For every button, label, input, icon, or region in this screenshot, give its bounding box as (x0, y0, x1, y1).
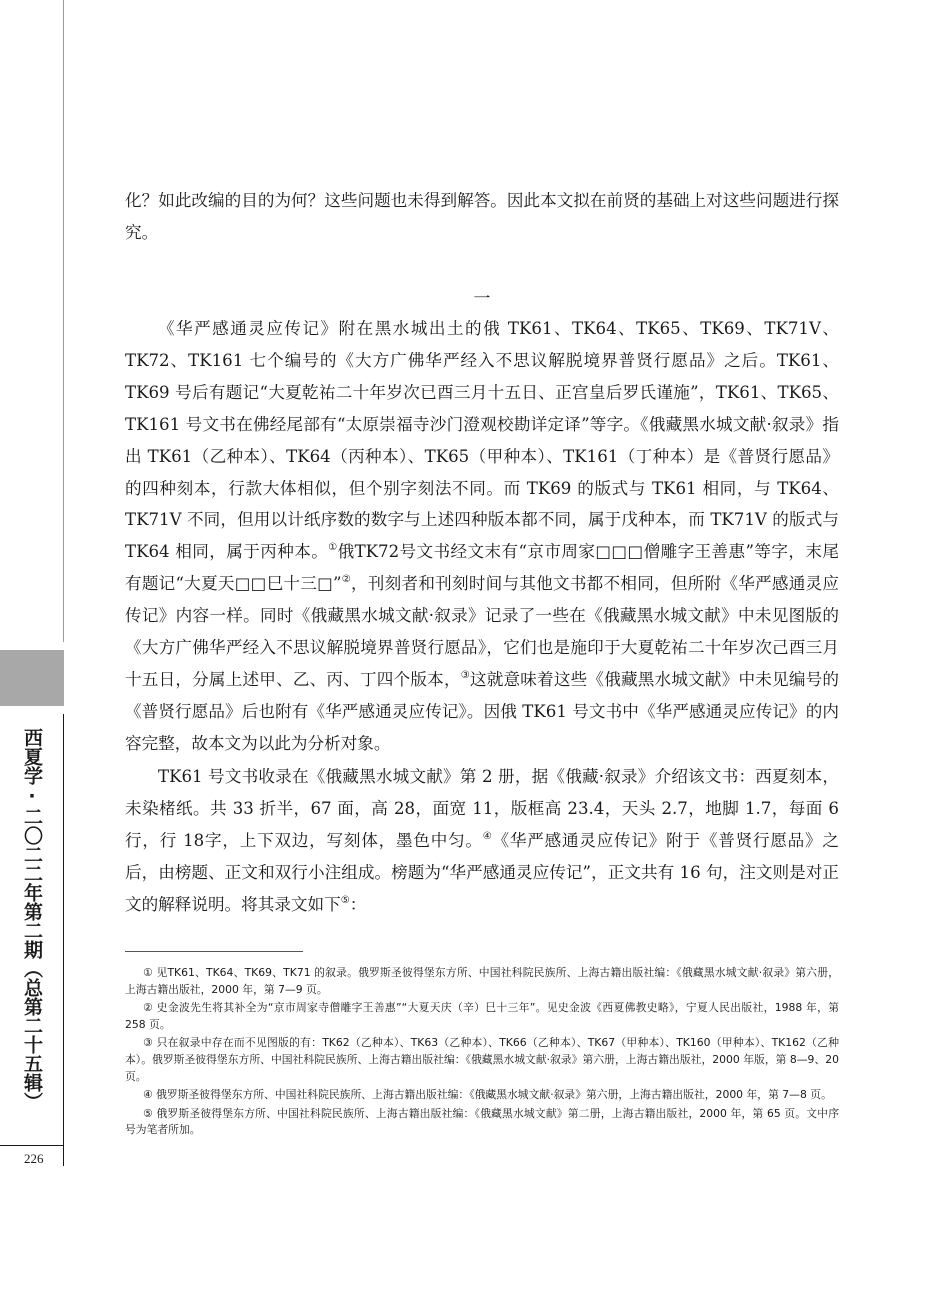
page-number: 226 (24, 1151, 44, 1166)
footnote-2: ② 史金波先生将其补全为“京市周家寺僧雕字王善惠”“大夏天庆（辛）巳十三年”。见史金波《西夏佛教史略》，宁夏人民出版社，1988 年，第 258 页。 (125, 1001, 839, 1031)
footnote-ref-5[interactable]: ⑤ (340, 894, 350, 906)
footnote-ref-1[interactable]: ① (328, 542, 338, 554)
journal-title: 西夏学·二〇二二年第二期（总第二十五辑） (21, 728, 43, 1111)
footnote-ref-3[interactable]: ③ (460, 669, 470, 681)
paragraph-2-text-c: ： (349, 894, 367, 914)
margin-rule-top (63, 0, 64, 642)
footnotes (125, 965, 839, 1141)
paragraph-1-text-b: 俄TK72号文书经文末有“京市周家□□□僧雕字王善惠”等字，末尾有题记“大夏天□□巳十三□” (125, 542, 839, 594)
intro-paragraph: 化？如此改编的目的为何？这些问题也未得到解答。因此本文拟在前贤的基础上对这些问题进行探究。 (125, 191, 839, 242)
footnote-ref-2[interactable]: ② (341, 574, 351, 586)
paragraph-1-text-d: 这就意味着这些《俄藏黑水城文献》中未见编号的《普贤行愿品》后也附有《华严感通灵应传记》。因俄 TK61 号文书中《华严感通灵应传记》的内容完整，故本文为以此为分析对象。 (125, 669, 840, 753)
paragraph-2 (125, 761, 839, 921)
footnote-1: ① 见TK61、TK64、TK69、TK71 的叙录。俄罗斯圣彼得堡东方所、中国社科院民族所、上海古籍出版社编：《俄藏黑水城文献·叙录》第六册，上海古籍出版社，2000 年，第 7—9 页。 (125, 966, 839, 996)
paragraph-1-text-a: 《华严感通灵应传记》附在黑水城出土的俄 TK61、TK64、TK65、TK69、TK71V、TK72、TK161 七个编号的《大方广佛华严经入不思议解脱境界普贤行愿品》之后。TK61、TK69 号后有题记“大夏乾祐二十年岁次已酉三月十五日、正宫皇后罗氏谨施”，TK61、TK65、TK161 号文书在佛经尾部有“太原崇福寺沙门澄观校勘详定译”等字。《俄藏黑水城文献·叙录》指出 TK61（乙种本）、TK64（丙种本）、TK65（甲种本）、TK161（丁种本）是《普贤行愿品》的四种刻本，行款大体相似，但个别字刻法不同。而 TK69 的版式与 TK61 相同，与 TK64、TK71V 不同，但用以计纸序数的数字与上述四种版本都不同，属于戊种本，而 TK71V 的版式与 TK64 相同，属于丙种本。 (125, 319, 839, 562)
page-number-separator (0, 1145, 64, 1146)
margin-gray-block (0, 650, 64, 706)
footnote-5: ⑤ 俄罗斯圣彼得堡东方所、中国社科院民族所、上海古籍出版社编：《俄藏黑水城文献》第二册，上海古籍出版社，2000 年，第 65 页。文中序号为笔者所加。 (125, 1106, 839, 1137)
paragraph-1 (125, 313, 839, 760)
paragraph-1-text-c: ，刊刻者和刊刻时间与其他文书都不相同，但所附《华严感通灵应传记》内容一样。同时《俄藏黑水城文献·叙录》记录了一些在《俄藏黑水城文献》中未见图版的《大方广佛华严经入不思议解脱境界普贤行愿品》，它们也是施印于大夏乾祐二十年岁次己酉三月十五日，分属上述甲、乙、丙、丁四个版本， (125, 574, 839, 689)
footnote-ref-4[interactable]: ④ (482, 830, 493, 842)
paragraph-2-text-a: TK61 号文书收录在《俄藏黑水城文献》第 2 册，据《俄藏·叙录》介绍该文书：西夏刻本，未染楮纸。共 33 折半，67 面，高 28，面宽 11，版框高 23.4，天头 2.7，地脚 1.7，每面 6 行，行 18字，上下双边，写刻体，墨色中匀。 (125, 767, 839, 850)
paragraph-2-text-b: 《华严感通灵应传记》附于《普贤行愿品》之后，由榜题、正文和双行小注组成。榜题为“华严感通灵应传记”，正文共有 16 句，注文则是对正文的解释说明。将其录文如下 (125, 830, 839, 914)
footnote-4: ④ 俄罗斯圣彼得堡东方所、中国社科院民族所、上海古籍出版社编：《俄藏黑水城文献·叙录》第六册，上海古籍出版社，2000 年，第 7—8 页。 (143, 1088, 832, 1102)
section-heading: 一 (473, 289, 491, 309)
footnote-divider (125, 951, 303, 952)
margin-rule-bottom (63, 714, 64, 1166)
footnote-3: ③ 只在叙录中存在而不见图版的有：TK62（乙种本）、TK63（乙种本）、TK66（乙种本）、TK67（甲种本）、TK160（甲种本）、TK162（乙种本）。俄罗斯圣彼得堡东方所、中国社科院民族所、上海古籍出版社编：《俄藏黑水城文献·叙录》第六册，上海古籍出版社，2000 年版，第 8—9、20 页。 (125, 1036, 839, 1083)
